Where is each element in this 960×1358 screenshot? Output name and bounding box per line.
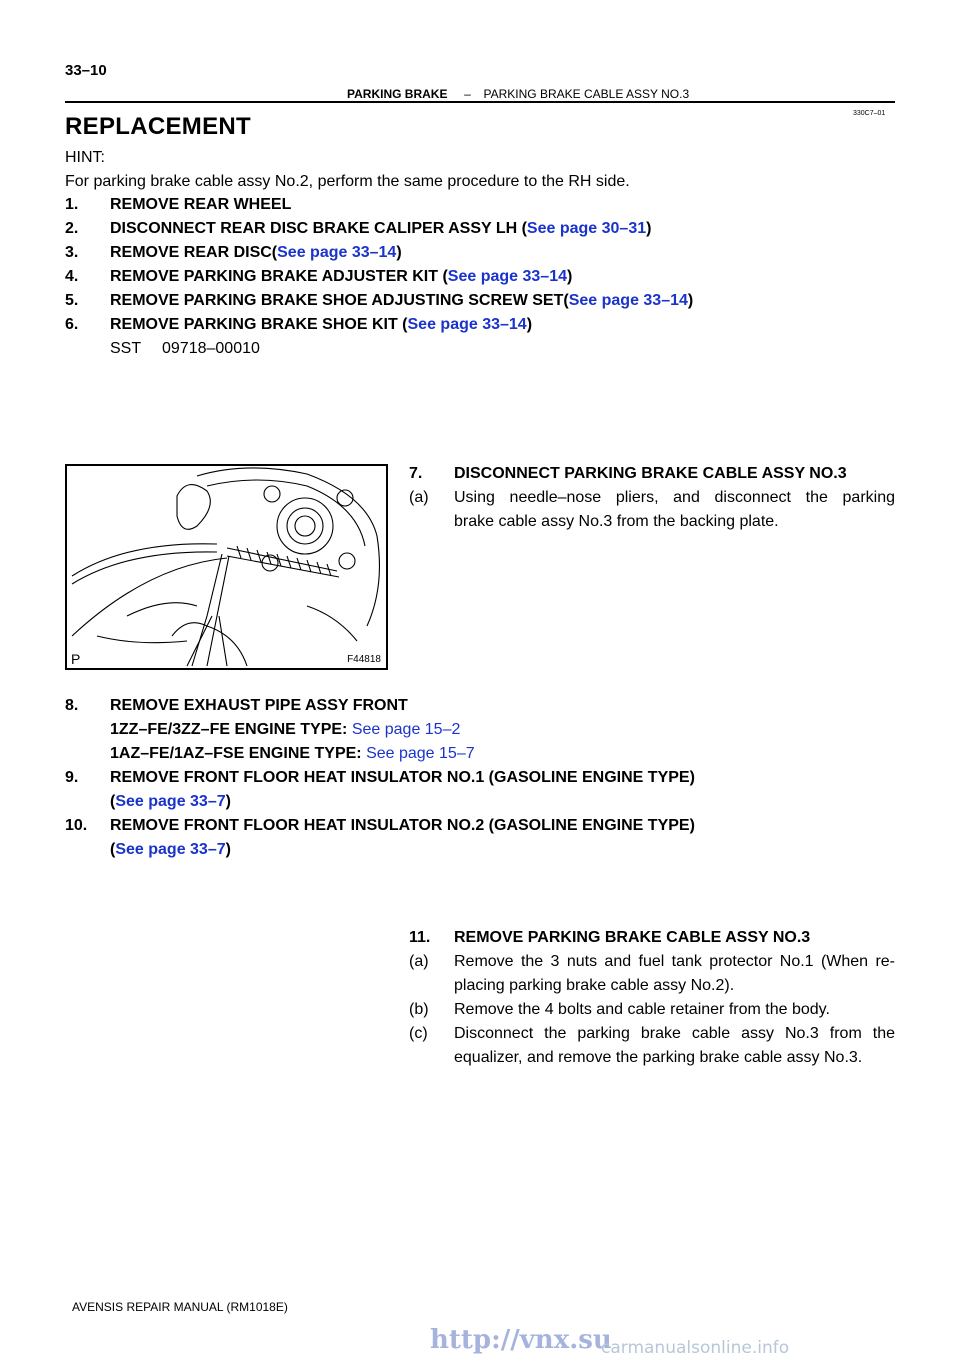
step-number: 11. [409,929,431,946]
page-link[interactable]: See page 33–14 [447,268,567,285]
step-5 [65,289,693,313]
manual-footer: AVENSIS REPAIR MANUAL (RM1018E) [72,1300,288,1314]
step-11a-text-cont: placing parking brake cable assy No.2). [454,977,735,994]
paren: ) [225,841,231,858]
page-link[interactable]: See page 33–7 [115,841,226,858]
step-11 [409,926,810,950]
paren: ) [567,268,573,285]
sst-value: 09718–00010 [162,340,260,357]
step-number: 2. [65,220,79,237]
figure-f44818 [65,464,388,670]
step-text: REMOVE FRONT FLOOR HEAT INSULATOR NO.1 (GASOLINE ENGINE TYPE) [110,769,695,786]
paren: ) [225,793,231,810]
step-text: REMOVE FRONT FLOOR HEAT INSULATOR NO.2 (GASOLINE ENGINE TYPE) [110,817,695,834]
step-1 [65,193,291,217]
watermark-url[interactable]: http://vnx.su [430,1325,612,1355]
step-text: REMOVE PARKING BRAKE SHOE KIT ( [110,316,408,333]
page-link[interactable]: See page 15–2 [351,721,461,738]
page-title: REPLACEMENT [65,113,251,140]
paren: ( [110,841,116,858]
step-2 [65,217,651,241]
section-title: PARKING BRAKE [347,87,448,101]
step-8-line2 [110,742,475,766]
brake-cable-illustration [67,466,386,668]
step-11c-label: (c) [409,1025,428,1042]
paren: ) [526,316,533,333]
paren: ) [646,220,652,237]
step-text: REMOVE PARKING BRAKE CABLE ASSY NO.3 [454,929,811,946]
step-11a-text: Remove the 3 nuts and fuel tank protector No.1 (When re- [454,953,895,970]
substep-text: Using needle–nose pliers, and disconnect the parking [454,489,895,506]
step-4 [65,265,572,289]
step-text: DISCONNECT PARKING BRAKE CABLE ASSY NO.3 [454,465,847,482]
step-number: 10. [65,817,88,834]
page-number: 33–10 [65,62,107,79]
step-number: 4. [65,268,79,285]
step-9 [65,766,695,790]
page-link[interactable]: See page 33–14 [407,316,527,333]
step-9-ref [110,790,231,814]
step-text: REMOVE REAR WHEEL [110,196,292,213]
step-number: 8. [65,697,79,714]
step-8 [65,694,408,718]
section-header [347,87,689,101]
step-10 [65,814,695,838]
engine-type-label: 1AZ–FE/1AZ–FSE ENGINE TYPE: [110,745,362,762]
page-link[interactable]: See page 15–7 [366,745,475,762]
figure-id: F44818 [347,654,381,665]
engine-type-label: 1ZZ–FE/3ZZ–FE ENGINE TYPE: [110,721,348,738]
step-7a [409,486,454,510]
step-11b-text: Remove the 4 bolts and cable retainer from the body. [454,1001,830,1018]
page-link[interactable]: See page 30–31 [526,220,647,237]
paren: ) [687,292,694,309]
page-link[interactable]: See page 33–14 [277,244,397,261]
step-text: DISCONNECT REAR DISC BRAKE CALIPER ASSY LH ( [110,220,527,237]
step-text: REMOVE REAR DISC( [110,244,278,261]
document-id: 330C7–01 [853,110,886,117]
paren: ) [396,244,402,261]
step-10-ref [110,838,231,862]
step-8-line1 [110,718,460,742]
watermark-site[interactable]: carmanualsonline.info [601,1338,790,1358]
step-11c-text-cont: equalizer, and remove the parking brake cable assy No.3. [454,1049,863,1066]
step-number: 5. [65,292,79,309]
substep-label: (a) [409,489,429,506]
step-text: REMOVE PARKING BRAKE SHOE ADJUSTING SCREW SET( [110,292,569,309]
hint-label: HINT: [65,149,105,166]
substep-text-cont: brake cable assy No.3 from the backing plate. [454,513,779,530]
step-6 [65,313,532,337]
step-7 [409,462,847,486]
step-3 [65,241,402,265]
subsection-title: PARKING BRAKE CABLE ASSY NO.3 [483,87,690,101]
step-number: 1. [65,196,79,213]
step-text: REMOVE EXHAUST PIPE ASSY FRONT [110,697,408,714]
paren: ( [110,793,116,810]
step-number: 7. [409,465,423,482]
step-number: 6. [65,316,79,333]
hint-text: For parking brake cable assy No.2, perform the same procedure to the RH side. [65,173,630,190]
step-number: 3. [65,244,79,261]
header-rule [65,101,895,103]
step-11c-text: Disconnect the parking brake cable assy No.3 from the [454,1025,895,1042]
page-link[interactable]: See page 33–7 [115,793,226,810]
sst-label: SST [110,340,142,357]
section-separator: – [464,87,471,101]
page-link[interactable]: See page 33–14 [568,292,688,309]
sst-line [110,337,260,361]
step-11a-label: (a) [409,953,429,970]
step-11b-label: (b) [409,1001,429,1018]
step-text: REMOVE PARKING BRAKE ADJUSTER KIT ( [110,268,448,285]
step-number: 9. [65,769,79,786]
figure-corner-label: P [71,651,81,667]
